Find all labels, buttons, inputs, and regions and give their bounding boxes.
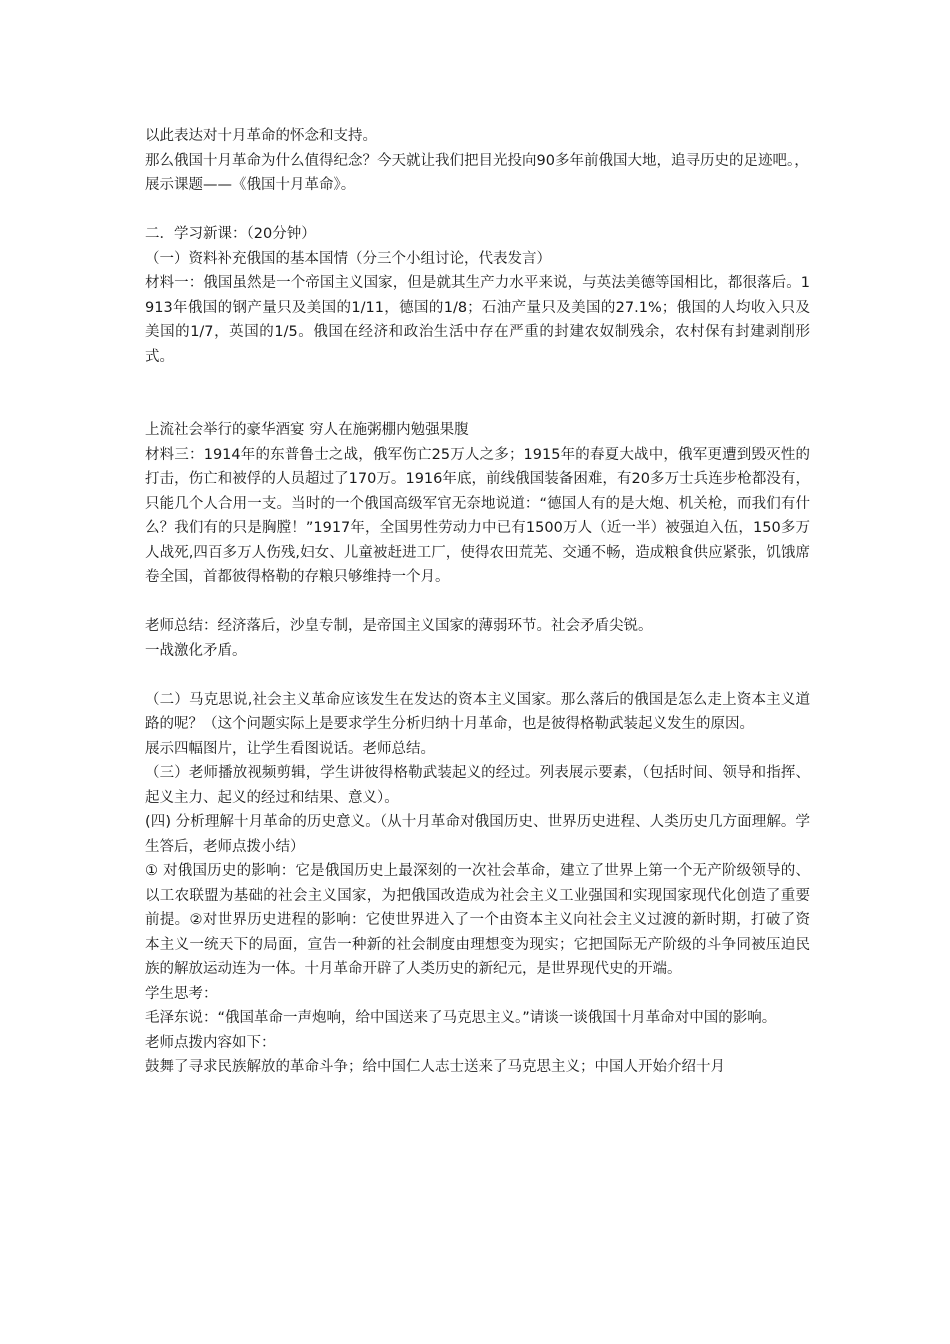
section-heading: 二．学习新课：（20分钟） <box>145 226 316 242</box>
war-note: 一战激化矛盾。 <box>145 642 247 659</box>
material-paragraph: 材料三：1914年的东普鲁士之战，俄军伤亡25万人之多；1915年的春夏大战中，俄军更遭到毁灭性的打击，伤亡和被俘的人员超过了170万。1916年底，前线俄国装备困难，有20多万士兵连步枪都没有，只能几个人合用一支。当时的一个俄国高级军官无奈地说道：“德国人有的是大炮、机关枪，而我们有什么？我们有的只是胸膛！”1917年，全国男性劳动力中已有1500万人（近一半）被强迫入伍，150多万人战死,四百多万人伤残,妇女、儿童被赶进工厂，使得农田荒芜、交通不畅，造成粮食供应紧张，饥饿席卷全国，首都彼得格勒的存粮只够维持一个月。 <box>145 446 810 585</box>
part-paragraph: （三）老师播放视频剪辑，学生讲彼得格勒武装起义的经过。列表展示要素，（包括时间、领导和指挥、起义主力、起义的经过和结果、意义）。 <box>145 765 810 806</box>
picture-caption: 上流社会举行的豪华酒宴 穷人在施粥棚内勉强果腹 <box>145 422 469 438</box>
paragraph-gap <box>145 663 810 688</box>
material-paragraph: 材料一：俄国虽然是一个帝国主义国家，但是就其生产力水平来说，与英法美德等国相比，都很落后。1913年俄国的钢产量只及美国的1/11，德国的1/8；石油产量只及美国的27.1%；俄国的人均收入只及美国的1/7，英国的1/5。俄国在经济和政治生活中存在严重的封建农奴制残余，农村保有封建剥削形式。 <box>145 275 810 365</box>
part-paragraph: (四) 分析理解十月革命的历史意义。（从十月革命对俄国历史、世界历史进程、人类历史几方面理解。学生答后，老师点拨小结） <box>145 814 810 855</box>
intro-line: 展示课题——《俄国十月革命》。 <box>145 177 356 193</box>
intro-line: 以此表达对十月革命的怀念和支持。 <box>145 128 377 144</box>
part-paragraph: 展示四幅图片，让学生看图说话。老师总结。 <box>145 740 435 757</box>
paragraph-gap <box>145 590 810 615</box>
teacher-guidance-label: 老师点拨内容如下： <box>145 1034 276 1051</box>
intro-line: 那么俄国十月革命为什么值得纪念？今天就让我们把目光投向90多年前俄国大地，追寻历史的足迹吧。， <box>145 152 809 169</box>
part-paragraph: （二）马克思说,社会主义革命应该发生在发达的资本主义国家。那么落后的俄国是怎么走上资本主义道路的呢？（这个问题实际上是要求学生分析归纳十月革命，也是彼得格勒武装起义发生的原因。 <box>145 691 810 732</box>
image-placeholder-gap <box>145 369 810 418</box>
mao-quote-paragraph: 毛泽东说：“俄国革命一声炮响，给中国送来了马克思主义。”请谈一谈俄国十月革命对中国的影响。 <box>145 1010 777 1026</box>
student-thinking-label: 学生思考： <box>145 985 218 1002</box>
teacher-summary: 老师总结：经济落后，沙皇专制，是帝国主义国家的薄弱环节。社会矛盾尖锐。 <box>145 618 653 634</box>
document-body <box>145 124 810 1080</box>
paragraph-gap <box>145 198 810 223</box>
guidance-content: 鼓舞了寻求民族解放的革命斗争；给中国仁人志士送来了马克思主义；中国人开始介绍十月 <box>145 1059 725 1075</box>
part-heading: （一）资料补充俄国的基本国情（分三个小组讨论，代表发言） <box>145 250 551 267</box>
significance-paragraph: ① 对俄国历史的影响：它是俄国历史上最深刻的一次社会革命，建立了世界上第一个无产阶级领导的、以工农联盟为基础的社会主义国家，为把俄国改造成为社会主义工业强国和实现国家现代化创造了重要前提。②对世界历史进程的影响：它使世界进入了一个由资本主义向社会主义过渡的新时期，打破了资本主义一统天下的局面，宣告一种新的社会制度由理想变为现实；它把国际无产阶级的斗争同被压迫民族的解放运动连为一体。十月革命开辟了人类历史的新纪元，是世界现代史的开端。 <box>145 863 810 977</box>
